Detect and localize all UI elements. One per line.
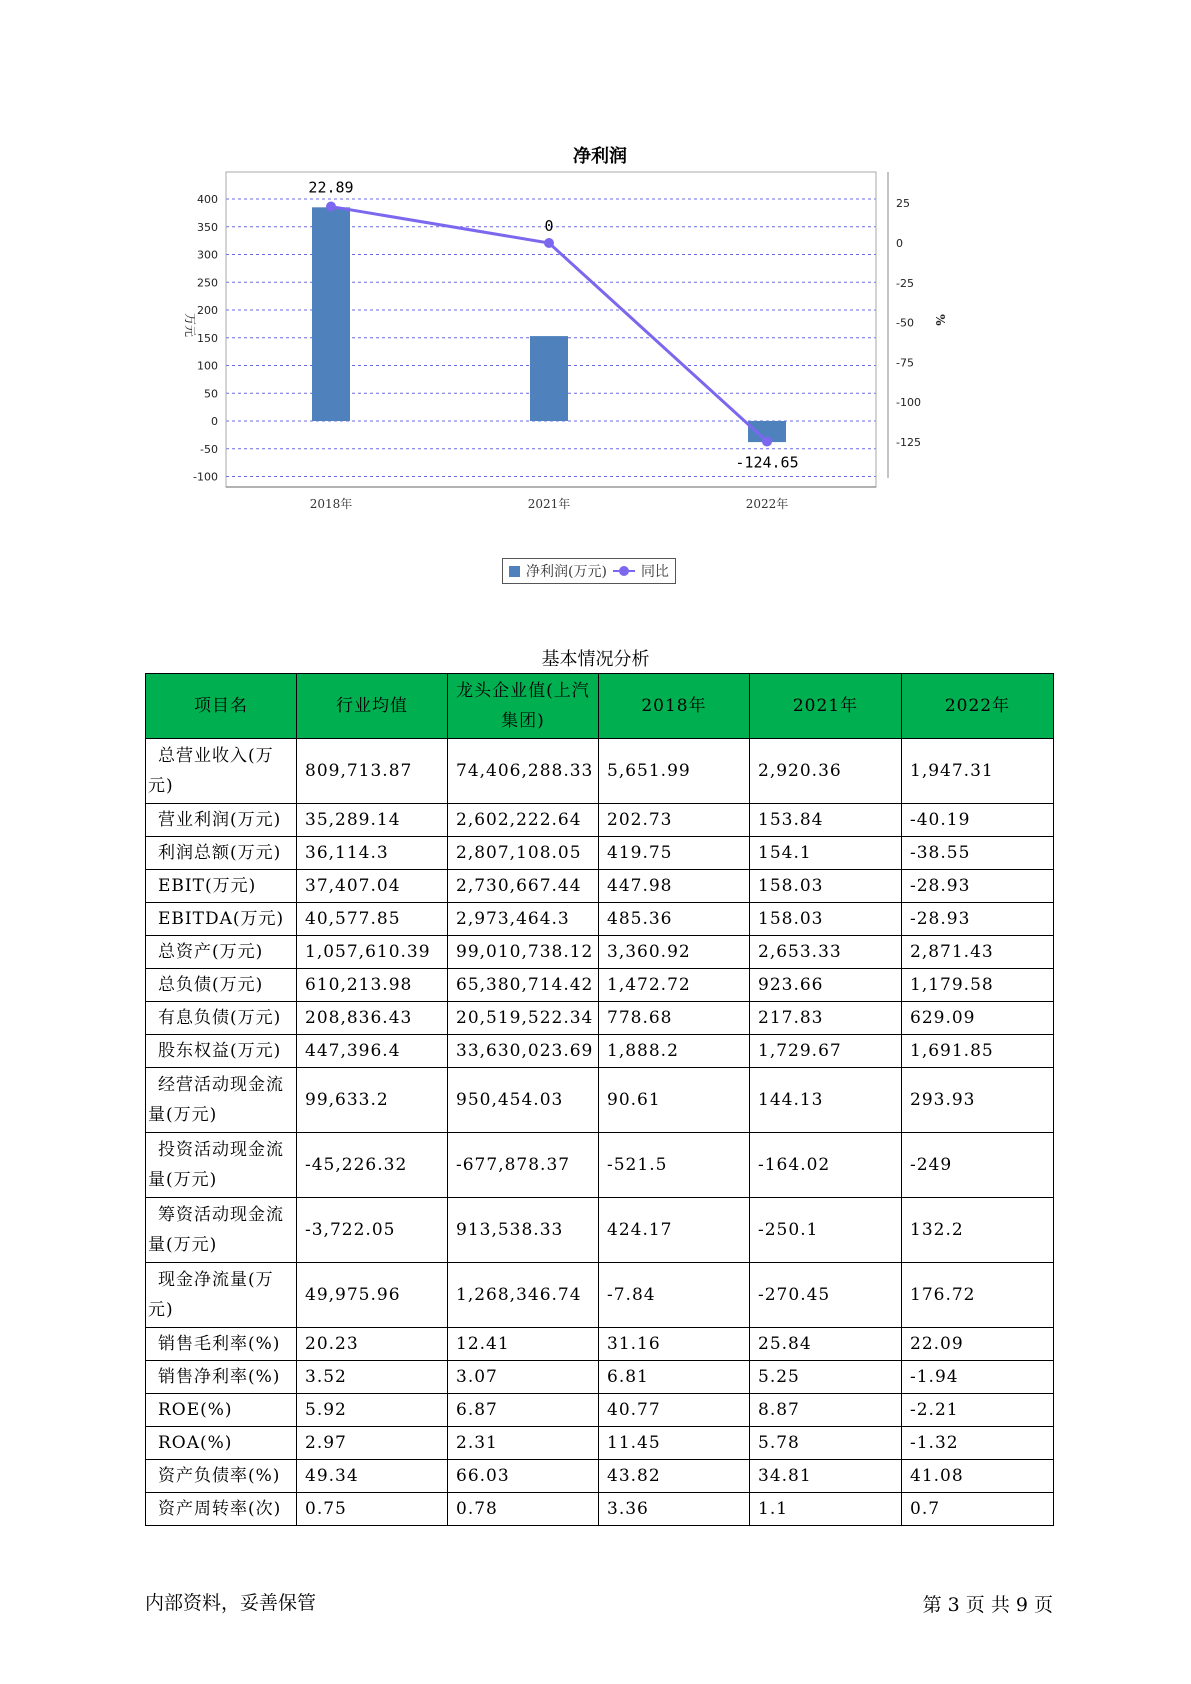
y-left-tick-label: 250 — [197, 276, 218, 290]
value-cell: -28.93 — [902, 903, 1054, 936]
yoy-data-label: 22.89 — [308, 178, 354, 197]
legend-bar-label: 净利润(万元) — [526, 564, 607, 580]
value-cell: 0.75 — [297, 1493, 448, 1526]
table-row — [146, 1328, 1054, 1361]
value-cell: 35,289.14 — [297, 804, 448, 837]
footer-confidential: 内部资料，妥善保管 — [145, 1592, 317, 1614]
value-cell: 2,871.43 — [902, 936, 1054, 969]
table-row — [146, 1002, 1054, 1035]
value-cell: 31.16 — [599, 1328, 750, 1361]
table-row — [146, 739, 1054, 804]
header-industry-avg: 行业均值 — [297, 674, 448, 739]
value-cell: 153.84 — [750, 804, 902, 837]
value-cell: 1,057,610.39 — [297, 936, 448, 969]
legend-line-swatch — [613, 570, 635, 572]
table-row — [146, 837, 1054, 870]
value-cell: 923.66 — [750, 969, 902, 1002]
value-cell: 158.03 — [750, 903, 902, 936]
value-cell: 144.13 — [750, 1068, 902, 1133]
value-cell: -1.94 — [902, 1361, 1054, 1394]
header-2022: 2022年 — [902, 674, 1054, 739]
value-cell: -521.5 — [599, 1133, 750, 1198]
y-left-tick-label: 300 — [197, 248, 218, 262]
table-title: 基本情况分析 — [541, 649, 650, 670]
net-profit-bar — [530, 336, 568, 421]
value-cell: -45,226.32 — [297, 1133, 448, 1198]
row-label-cell: 总营业收入(万元) — [146, 739, 297, 804]
value-cell: 20.23 — [297, 1328, 448, 1361]
y-right-tick-label: -25 — [896, 276, 914, 290]
value-cell: 1,729.67 — [750, 1035, 902, 1068]
value-cell: 36,114.3 — [297, 837, 448, 870]
value-cell: -249 — [902, 1133, 1054, 1198]
header-item-name: 项目名 — [146, 674, 297, 739]
value-cell: 913,538.33 — [448, 1198, 599, 1263]
y-right-tick-label: -100 — [896, 396, 921, 410]
legend-line-label: 同比 — [640, 564, 669, 580]
table-row — [146, 1394, 1054, 1427]
value-cell: -164.02 — [750, 1133, 902, 1198]
y-left-tick-label: 150 — [197, 331, 218, 345]
value-cell: 2,973,464.3 — [448, 903, 599, 936]
table-row — [146, 1068, 1054, 1133]
value-cell: 217.83 — [750, 1002, 902, 1035]
value-cell: 2,730,667.44 — [448, 870, 599, 903]
y-right-axis-title: % — [933, 314, 947, 326]
value-cell: 419.75 — [599, 837, 750, 870]
y-right-tick-label: 0 — [896, 237, 903, 250]
value-cell: 2.31 — [448, 1427, 599, 1460]
value-cell: 65,380,714.42 — [448, 969, 599, 1002]
value-cell: 66.03 — [448, 1460, 599, 1493]
row-label-cell: 资产周转率(次) — [146, 1493, 297, 1526]
row-label-cell: 销售净利率(%) — [146, 1361, 297, 1394]
value-cell: -2.21 — [902, 1394, 1054, 1427]
row-label-cell: EBIT(万元) — [146, 870, 297, 903]
table-row — [146, 903, 1054, 936]
table-row — [146, 936, 1054, 969]
table-row — [146, 1198, 1054, 1263]
row-label-cell: 利润总额(万元) — [146, 837, 297, 870]
value-cell: 1,691.85 — [902, 1035, 1054, 1068]
value-cell: 25.84 — [750, 1328, 902, 1361]
value-cell: 40.77 — [599, 1394, 750, 1427]
x-tick-label: 2018年 — [309, 497, 353, 511]
value-cell: 950,454.03 — [448, 1068, 599, 1133]
row-label-cell: 资产负债率(%) — [146, 1460, 297, 1493]
yoy-data-label: -124.65 — [735, 453, 799, 472]
value-cell: 40,577.85 — [297, 903, 448, 936]
yoy-point — [326, 202, 336, 212]
value-cell: 5.25 — [750, 1361, 902, 1394]
y-left-tick-label: 350 — [197, 220, 218, 234]
row-label-cell: 销售毛利率(%) — [146, 1328, 297, 1361]
value-cell: 43.82 — [599, 1460, 750, 1493]
value-cell: 485.36 — [599, 903, 750, 936]
value-cell: 3.36 — [599, 1493, 750, 1526]
value-cell: 99,010,738.12 — [448, 936, 599, 969]
value-cell: -250.1 — [750, 1198, 902, 1263]
value-cell: 158.03 — [750, 870, 902, 903]
value-cell: 1,888.2 — [599, 1035, 750, 1068]
row-label-cell: EBITDA(万元) — [146, 903, 297, 936]
value-cell: 20,519,522.34 — [448, 1002, 599, 1035]
value-cell: 208,836.43 — [297, 1002, 448, 1035]
value-cell: -7.84 — [599, 1263, 750, 1328]
table-row — [146, 969, 1054, 1002]
value-cell: 11.45 — [599, 1427, 750, 1460]
header-2021: 2021年 — [750, 674, 902, 739]
value-cell: -270.45 — [750, 1263, 902, 1328]
value-cell: 2,653.33 — [750, 936, 902, 969]
value-cell: 37,407.04 — [297, 870, 448, 903]
value-cell: -40.19 — [902, 804, 1054, 837]
value-cell: 5.92 — [297, 1394, 448, 1427]
header-leader-value: 龙头企业值(上汽集团) — [448, 674, 599, 739]
chart-title: 净利润 — [573, 146, 627, 167]
value-cell: 132.2 — [902, 1198, 1054, 1263]
row-label-cell: 现金净流量(万元) — [146, 1263, 297, 1328]
value-cell: 0.78 — [448, 1493, 599, 1526]
value-cell: 1.1 — [750, 1493, 902, 1526]
value-cell: 6.87 — [448, 1394, 599, 1427]
value-cell: -28.93 — [902, 870, 1054, 903]
value-cell: 2.97 — [297, 1427, 448, 1460]
row-label-cell: 总资产(万元) — [146, 936, 297, 969]
row-label-cell: 有息负债(万元) — [146, 1002, 297, 1035]
value-cell: -3,722.05 — [297, 1198, 448, 1263]
table-header-row — [146, 674, 1054, 739]
table-row — [146, 1460, 1054, 1493]
x-tick-label: 2021年 — [527, 497, 571, 511]
value-cell: 49,975.96 — [297, 1263, 448, 1328]
chart-canvas — [0, 0, 1191, 600]
y-left-tick-label: -100 — [193, 470, 218, 484]
row-label-cell: 营业利润(万元) — [146, 804, 297, 837]
value-cell: 8.87 — [750, 1394, 902, 1427]
yoy-point — [762, 436, 772, 446]
table-row — [146, 1133, 1054, 1198]
row-label-cell: 股东权益(万元) — [146, 1035, 297, 1068]
y-left-tick-label: 100 — [197, 359, 218, 373]
row-label-cell: 筹资活动现金流量(万元) — [146, 1198, 297, 1263]
footer-page-number: 第 3 页 共 9 页 — [922, 1594, 1053, 1616]
y-left-tick-label: 0 — [211, 415, 218, 428]
value-cell: 629.09 — [902, 1002, 1054, 1035]
table-row — [146, 870, 1054, 903]
value-cell: 176.72 — [902, 1263, 1054, 1328]
value-cell: 74,406,288.33 — [448, 739, 599, 804]
value-cell: 293.93 — [902, 1068, 1054, 1133]
value-cell: 0.7 — [902, 1493, 1054, 1526]
value-cell: -677,878.37 — [448, 1133, 599, 1198]
value-cell: 809,713.87 — [297, 739, 448, 804]
table-row — [146, 1263, 1054, 1328]
value-cell: 90.61 — [599, 1068, 750, 1133]
value-cell: 1,268,346.74 — [448, 1263, 599, 1328]
y-left-tick-label: 200 — [197, 304, 218, 317]
table-row — [146, 1361, 1054, 1394]
value-cell: -1.32 — [902, 1427, 1054, 1460]
value-cell: 1,947.31 — [902, 739, 1054, 804]
header-2018: 2018年 — [599, 674, 750, 739]
y-left-tick-label: -50 — [200, 442, 218, 456]
value-cell: 202.73 — [599, 804, 750, 837]
value-cell: 3,360.92 — [599, 936, 750, 969]
table-row — [146, 804, 1054, 837]
chart-legend — [502, 558, 676, 584]
value-cell: 34.81 — [750, 1460, 902, 1493]
row-label-cell: 经营活动现金流量(万元) — [146, 1068, 297, 1133]
value-cell: 447.98 — [599, 870, 750, 903]
value-cell: 5,651.99 — [599, 739, 750, 804]
net-profit-bar — [312, 207, 350, 421]
y-right-tick-label: -75 — [896, 356, 914, 370]
value-cell: 22.09 — [902, 1328, 1054, 1361]
legend-bar-swatch — [509, 566, 520, 577]
value-cell: 3.07 — [448, 1361, 599, 1394]
value-cell: 99,633.2 — [297, 1068, 448, 1133]
y-right-tick-label: 25 — [896, 197, 910, 211]
yoy-point — [544, 238, 554, 248]
row-label-cell: 总负债(万元) — [146, 969, 297, 1002]
y-left-tick-label: 400 — [197, 193, 218, 206]
value-cell: 1,179.58 — [902, 969, 1054, 1002]
value-cell: 3.52 — [297, 1361, 448, 1394]
value-cell: 610,213.98 — [297, 969, 448, 1002]
value-cell: 33,630,023.69 — [448, 1035, 599, 1068]
y-right-tick-label: -50 — [896, 316, 914, 330]
table-row — [146, 1427, 1054, 1460]
value-cell: 447,396.4 — [297, 1035, 448, 1068]
yoy-data-label: 0 — [544, 217, 554, 235]
y-left-axis-title: 万元 — [183, 312, 197, 338]
value-cell: 424.17 — [599, 1198, 750, 1263]
value-cell: 1,472.72 — [599, 969, 750, 1002]
y-left-tick-label: 50 — [204, 387, 218, 401]
value-cell: 154.1 — [750, 837, 902, 870]
net-profit-chart — [0, 0, 1191, 600]
row-label-cell: 投资活动现金流量(万元) — [146, 1133, 297, 1198]
value-cell: 2,602,222.64 — [448, 804, 599, 837]
value-cell: 12.41 — [448, 1328, 599, 1361]
row-label-cell: ROE(%) — [146, 1394, 297, 1427]
value-cell: 778.68 — [599, 1002, 750, 1035]
x-tick-label: 2022年 — [745, 497, 789, 511]
value-cell: 49.34 — [297, 1460, 448, 1493]
value-cell: 6.81 — [599, 1361, 750, 1394]
value-cell: 41.08 — [902, 1460, 1054, 1493]
table-row — [146, 1035, 1054, 1068]
table-row — [146, 1493, 1054, 1526]
value-cell: 2,920.36 — [750, 739, 902, 804]
value-cell: -38.55 — [902, 837, 1054, 870]
value-cell: 5.78 — [750, 1427, 902, 1460]
y-right-tick-label: -125 — [896, 436, 921, 449]
basic-analysis-table — [145, 673, 1054, 1526]
row-label-cell: ROA(%) — [146, 1427, 297, 1460]
value-cell: 2,807,108.05 — [448, 837, 599, 870]
